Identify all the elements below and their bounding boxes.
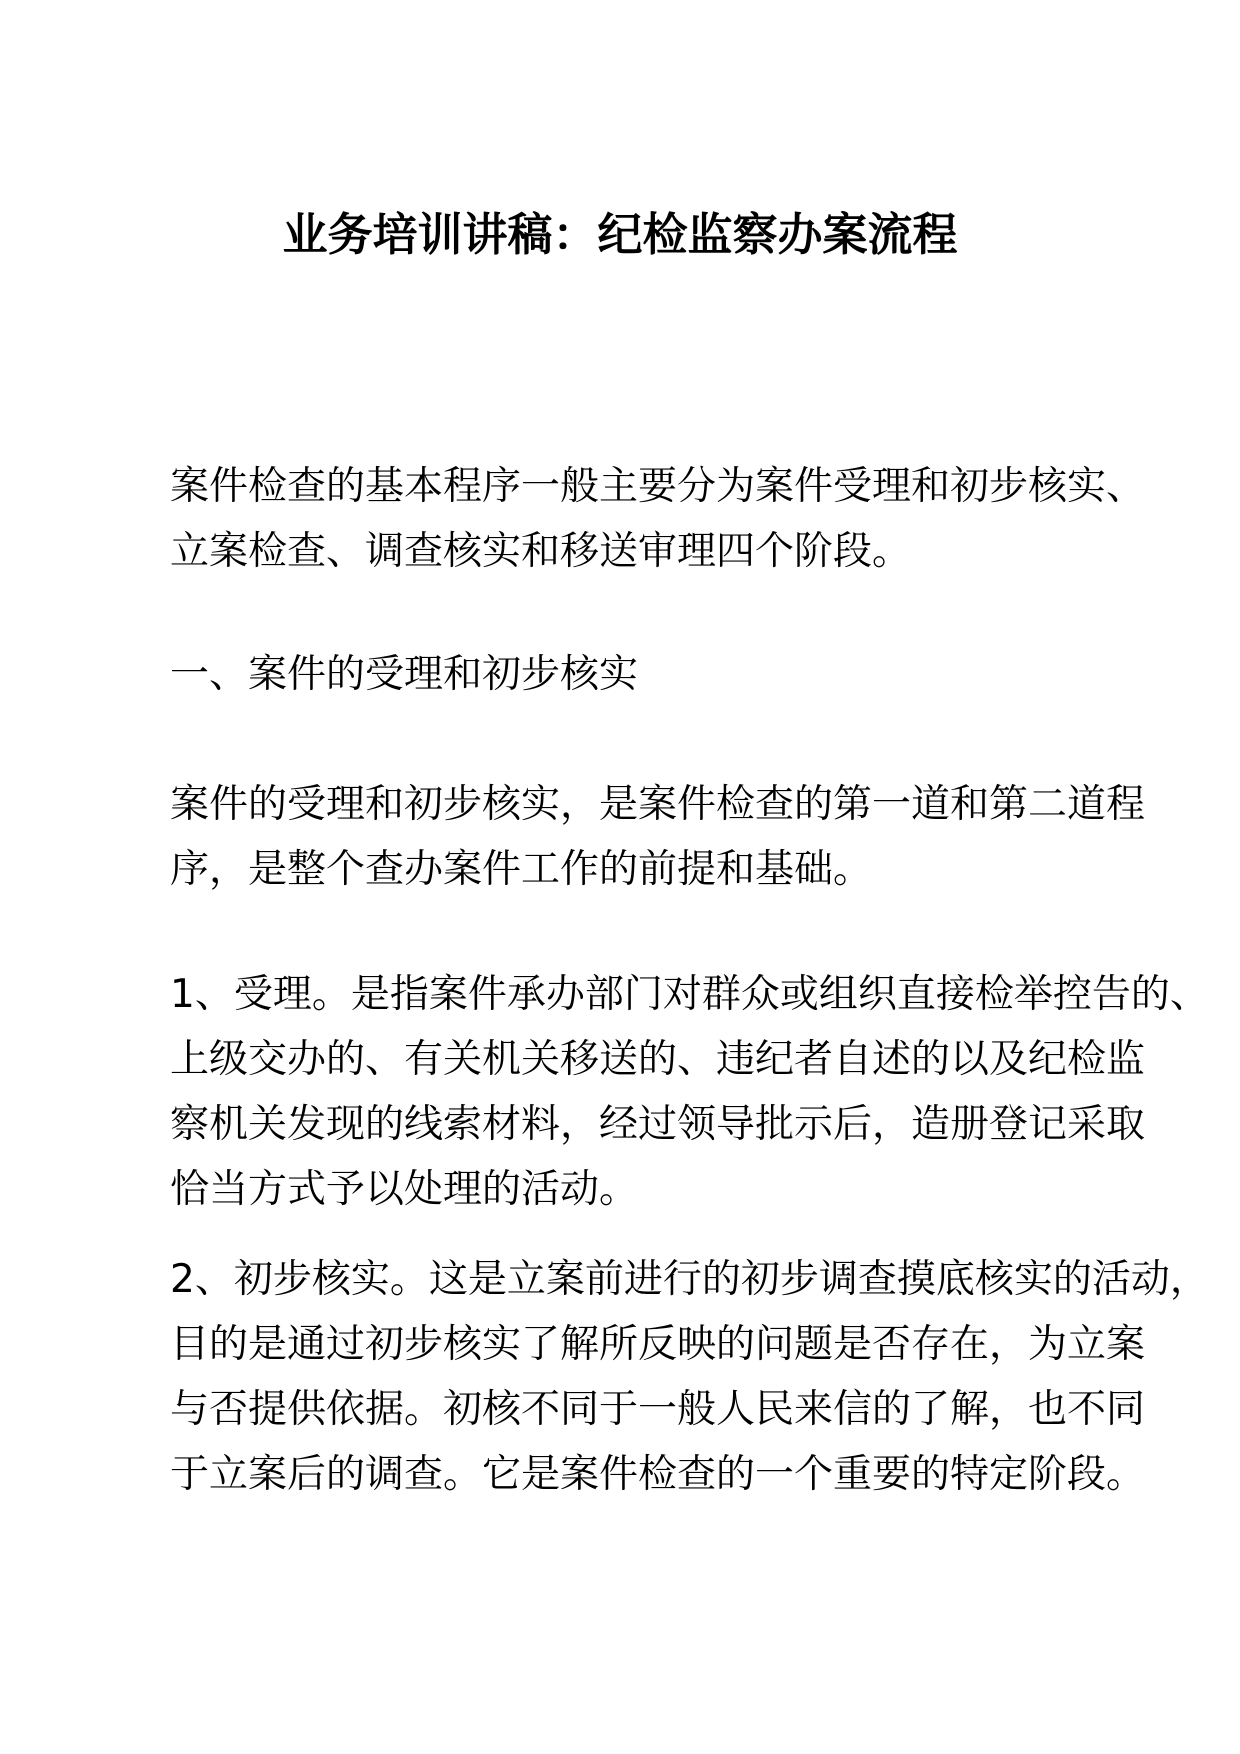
- text-line: 恰当方式予以处理的活动。: [170, 1167, 639, 1212]
- text-line: 目的是通过初步核实了解所反映的问题是否存在，为立案: [170, 1322, 1146, 1367]
- text-line: 上级交办的、有关机关移送的、违纪者自述的以及纪检监: [170, 1037, 1146, 1082]
- heading-line: 一、案件的受理和初步核实: [170, 652, 639, 697]
- text-line: 与否提供依据。初核不同于一般人民来信的了解，也不同: [170, 1387, 1146, 1432]
- document-title: 业务培训讲稿：纪检监察办案流程: [282, 208, 958, 261]
- text-line: 2、初步核实。这是立案前进行的初步调查摸底核实的活动，: [170, 1257, 1209, 1302]
- text-line: 察机关发现的线索材料，经过领导批示后，造册登记采取: [170, 1102, 1146, 1147]
- text-line: 立案检查、调查核实和移送审理四个阶段。: [170, 529, 912, 574]
- text-line: 序，是整个查办案件工作的前提和基础。: [170, 847, 873, 892]
- text-line: 案件检查的基本程序一般主要分为案件受理和初步核实、: [170, 464, 1146, 509]
- text-line: 于立案后的调查。它是案件检查的一个重要的特定阶段。: [170, 1452, 1146, 1497]
- text-line: 案件的受理和初步核实，是案件检查的第一道和第二道程: [170, 782, 1146, 827]
- text-line: 1、受理。是指案件承办部门对群众或组织直接检举控告的、: [170, 972, 1209, 1017]
